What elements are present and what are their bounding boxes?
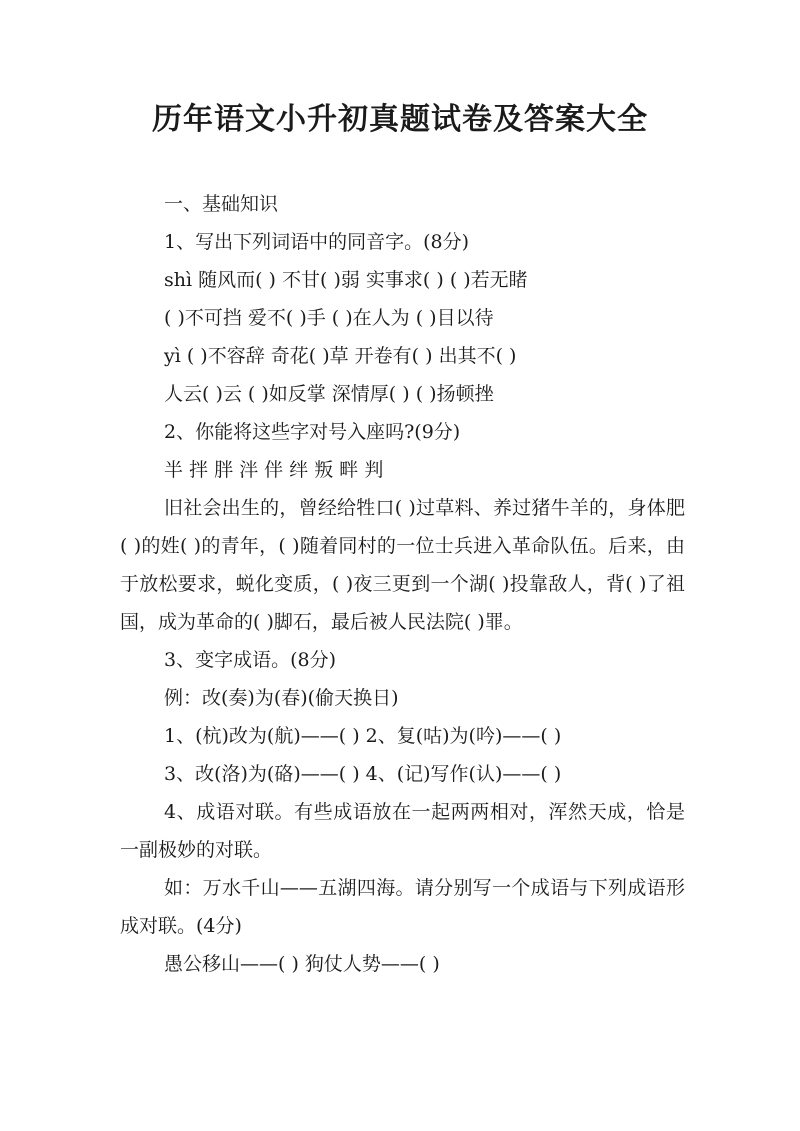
- question-4-prompt-block: [120, 793, 685, 869]
- question-1-prompt: 1、写出下列词语中的同音字。(8分): [164, 231, 470, 253]
- question-2-paragraph: [120, 489, 685, 641]
- question-3-line-2: 3、改(洛)为(硌)——( ) 4、(记)写作(认)——( ): [164, 763, 562, 785]
- section-heading: 一、基础知识: [164, 193, 279, 215]
- question-4-example: 如：万水千山——五湖四海。请分别写一个成语与下列成语形成对联。(4分): [120, 877, 685, 937]
- question-4-line-1: 愚公移山——( ) 狗仗人势——( ): [164, 953, 440, 975]
- question-4-prompt: 4、成语对联。有些成语放在一起两两相对，浑然天成，恰是一副极妙的对联。: [120, 801, 685, 861]
- question-1-line-1: shì 随风而( ) 不甘( )弱 实事求( ) ( )若无睹: [164, 269, 528, 291]
- question-3-prompt: 3、变字成语。(8分): [164, 649, 337, 671]
- question-2-paragraph-text: 旧社会出生的，曾经给牲口( )过草料、养过猪牛羊的，身体肥( )的姓( )的青年，( )随着同村的一位士兵进入革命队伍。后来，由于放松要求，蜕化变质，( )夜三更到一个湖( )投靠敌人，背( )了祖国，成为革命的( )脚石，最后被人民法院( )罪。: [120, 497, 685, 633]
- question-1-line-4: 人云( )云 ( )如反掌 深情厚( ) ( )扬顿挫: [164, 383, 494, 405]
- question-1-line-2: ( )不可挡 爱不( )手 ( )在人为 ( )目以待: [164, 307, 494, 329]
- question-3-line-1: 1、(杭)改为(航)——( ) 2、复(咕)为(吟)——( ): [164, 725, 562, 747]
- question-3-example: 例：改(奏)为(春)(偷天换日): [164, 687, 399, 709]
- document-body: [120, 185, 685, 983]
- question-1-line-3: yì ( )不容辞 奇花( )草 开卷有( ) 出其不( ): [164, 345, 517, 367]
- question-2-chars: 半 拌 胖 泮 伴 绊 叛 畔 判: [164, 459, 384, 481]
- document-title: 历年语文小升初真题试卷及答案大全: [152, 102, 648, 137]
- question-4-example-block: [120, 869, 685, 945]
- question-2-prompt: 2、你能将这些字对号入座吗?(9分): [164, 421, 461, 443]
